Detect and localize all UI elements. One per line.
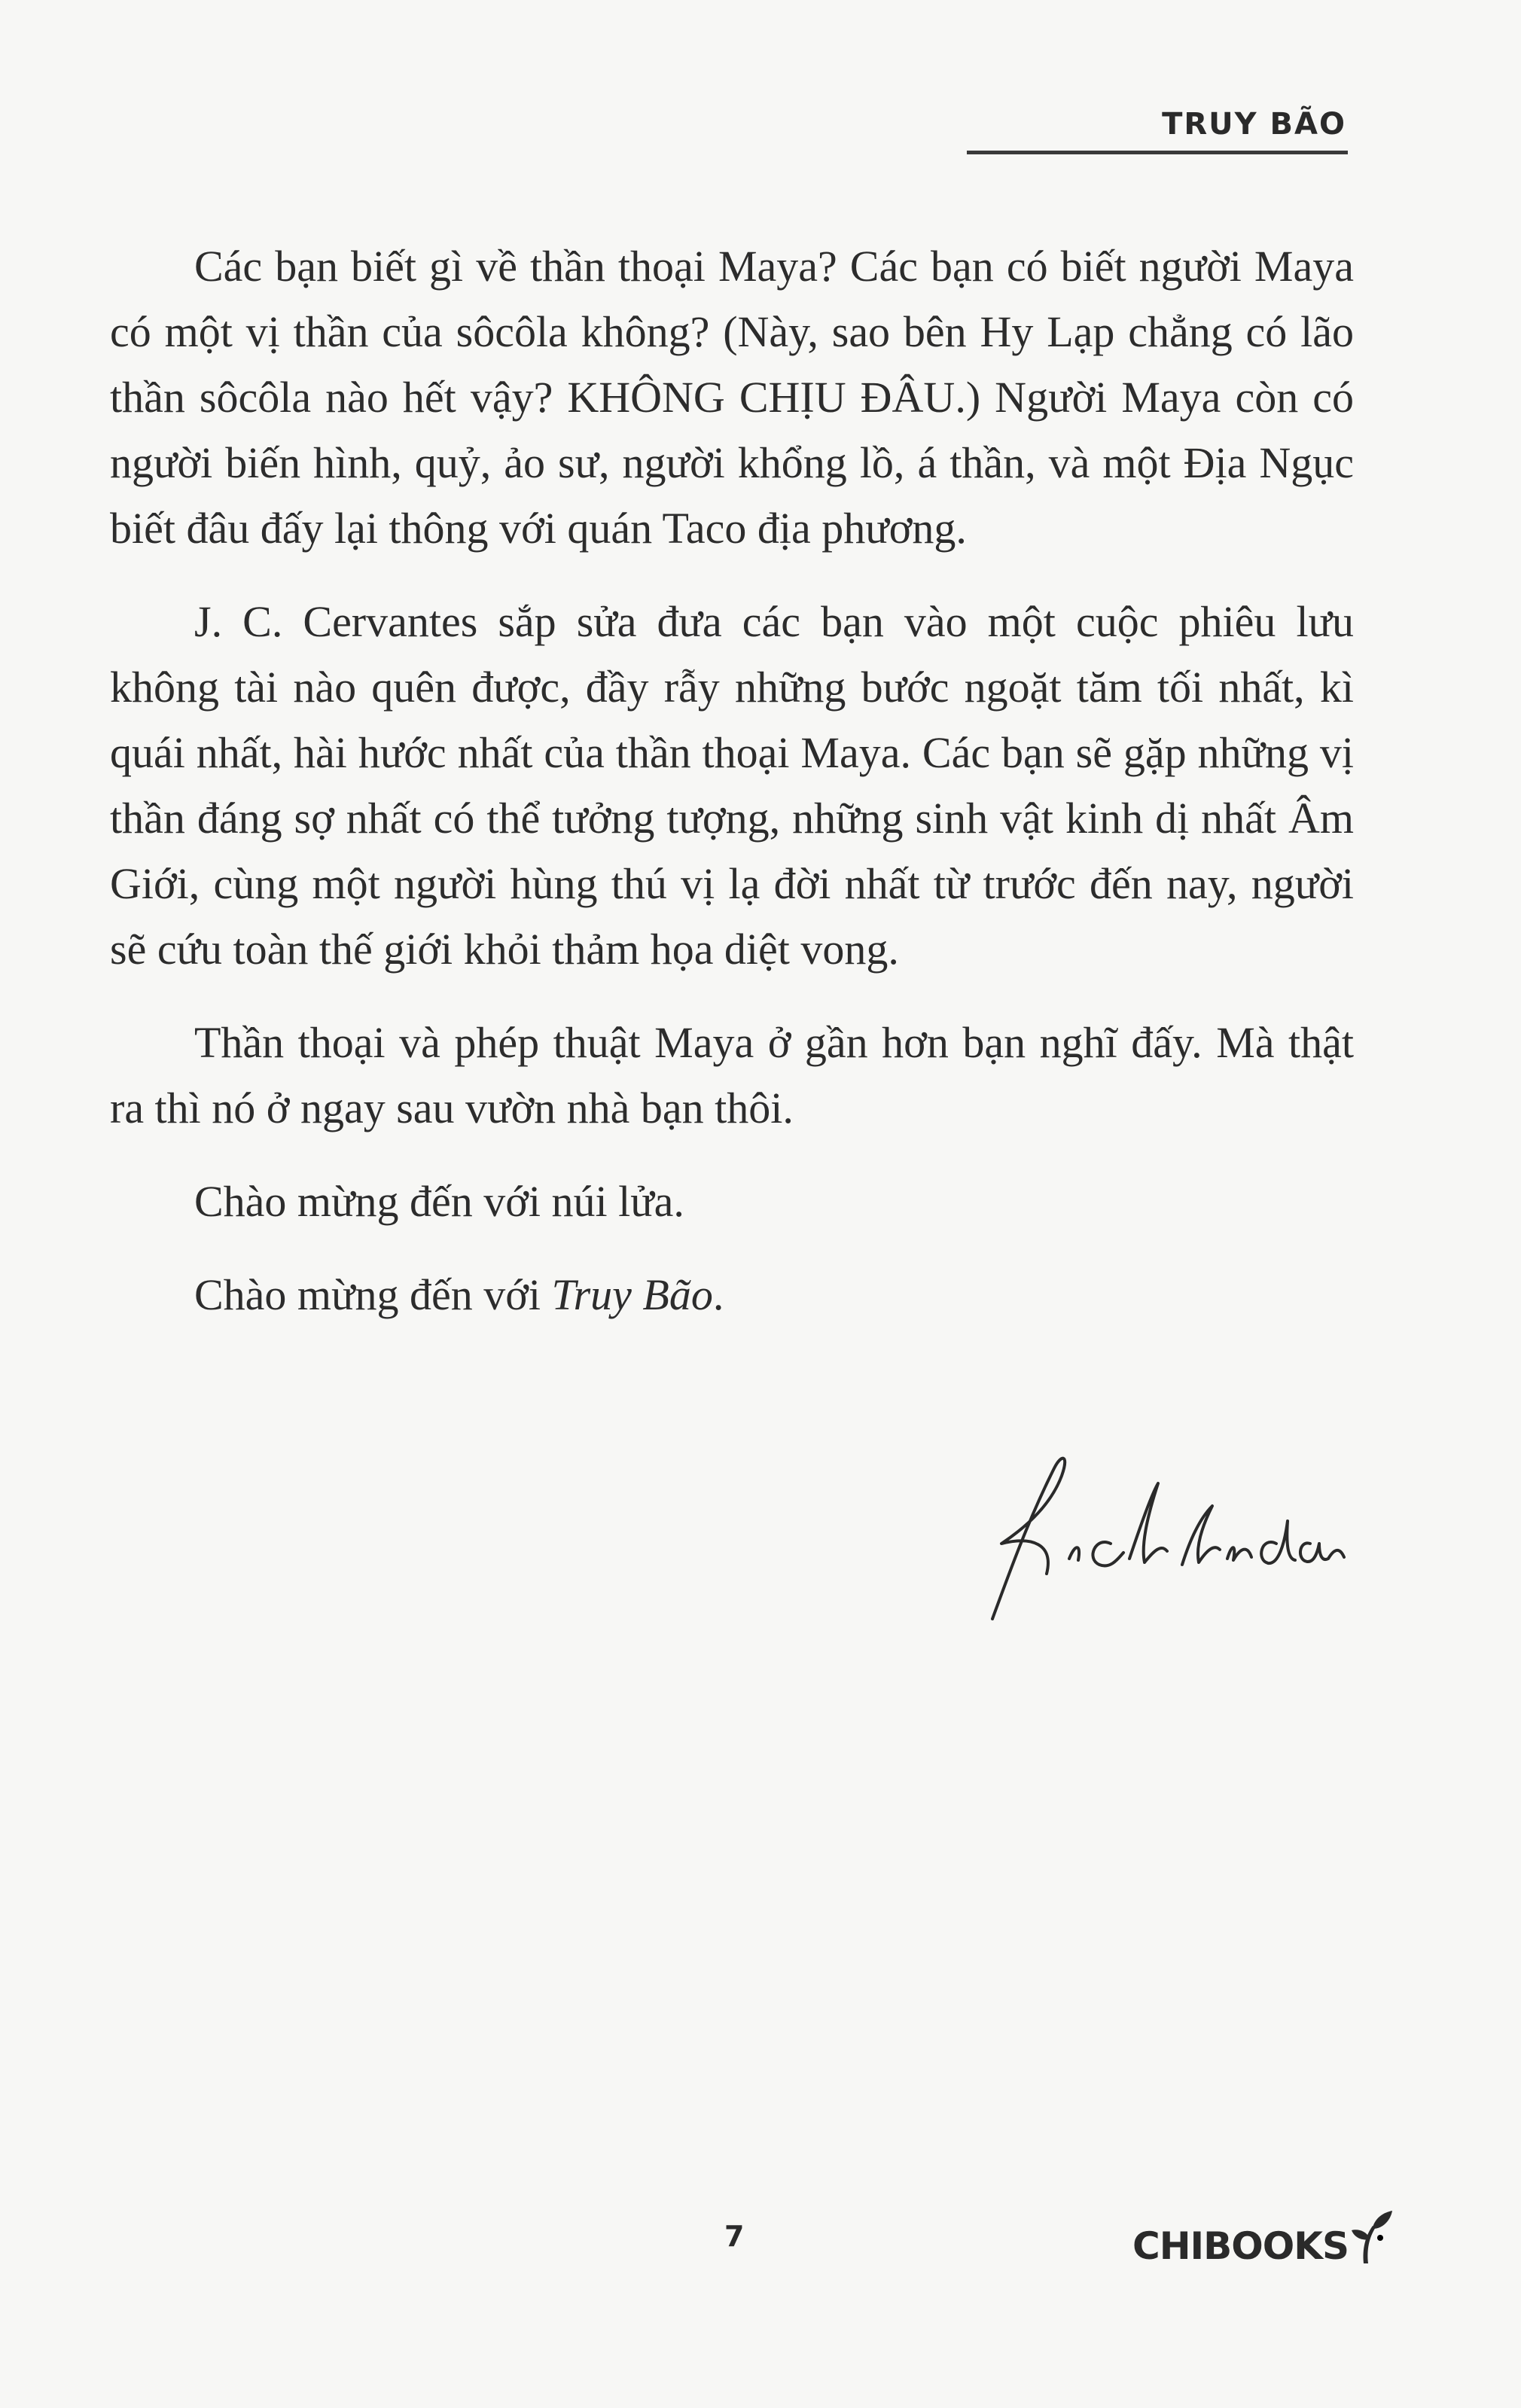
paragraph-3: Thần thoại và phép thuật Maya ở gần hơn bạn nghĩ đấy. Mà thật ra thì nó ở ngay sau vườn nhà bạn thôi. xyxy=(110,1018,1354,1132)
paragraph-closing xyxy=(110,1262,1354,1327)
author-signature xyxy=(956,1431,1363,1641)
closing-suffix: . xyxy=(712,1270,724,1319)
closing-book-title: Truy Bão xyxy=(551,1270,713,1319)
publisher-logo xyxy=(1132,2208,1395,2268)
publisher-name: CHIBOOKS xyxy=(1132,2224,1349,2268)
page-number: 7 xyxy=(724,2220,745,2253)
body-text xyxy=(110,233,1354,1355)
paragraph-1: Các bạn biết gì về thần thoại Maya? Các bạn có biết người Maya có một vị thần của sôcôla không? (Này, sao bên Hy Lạp chẳng có lão thần sôcôla nào hết vậy? KHÔNG CHỊU ĐÂU.) Người Maya còn có người biến hình, quỷ, ảo sư, người khổng lồ, á thần, và một Địa Ngục biết đâu đấy lại thông với quán Taco địa phương. xyxy=(110,242,1354,553)
paragraph-2: J. C. Cervantes sắp sửa đưa các bạn vào một cuộc phiêu lưu không tài nào quên được, đầy rẫy những bước ngoặt tăm tối nhất, kì quái nhất, hài hước nhất của thần thoại Maya. Các bạn sẽ gặp những vị thần đáng sợ nhất có thể tưởng tượng, những sinh vật kinh dị nhất Âm Giới, cùng một người hùng thú vị lạ đời nhất từ trước đến nay, người sẽ cứu toàn thế giới khỏi thảm họa diệt vong. xyxy=(110,597,1354,974)
paragraph-4: Chào mừng đến với núi lửa. xyxy=(194,1177,684,1226)
header-rule xyxy=(967,151,1348,154)
closing-prefix: Chào mừng đến với xyxy=(194,1270,552,1319)
running-head-title: TRUY BÃO xyxy=(1162,107,1346,142)
leaf-sprout-icon xyxy=(1350,2208,1395,2268)
